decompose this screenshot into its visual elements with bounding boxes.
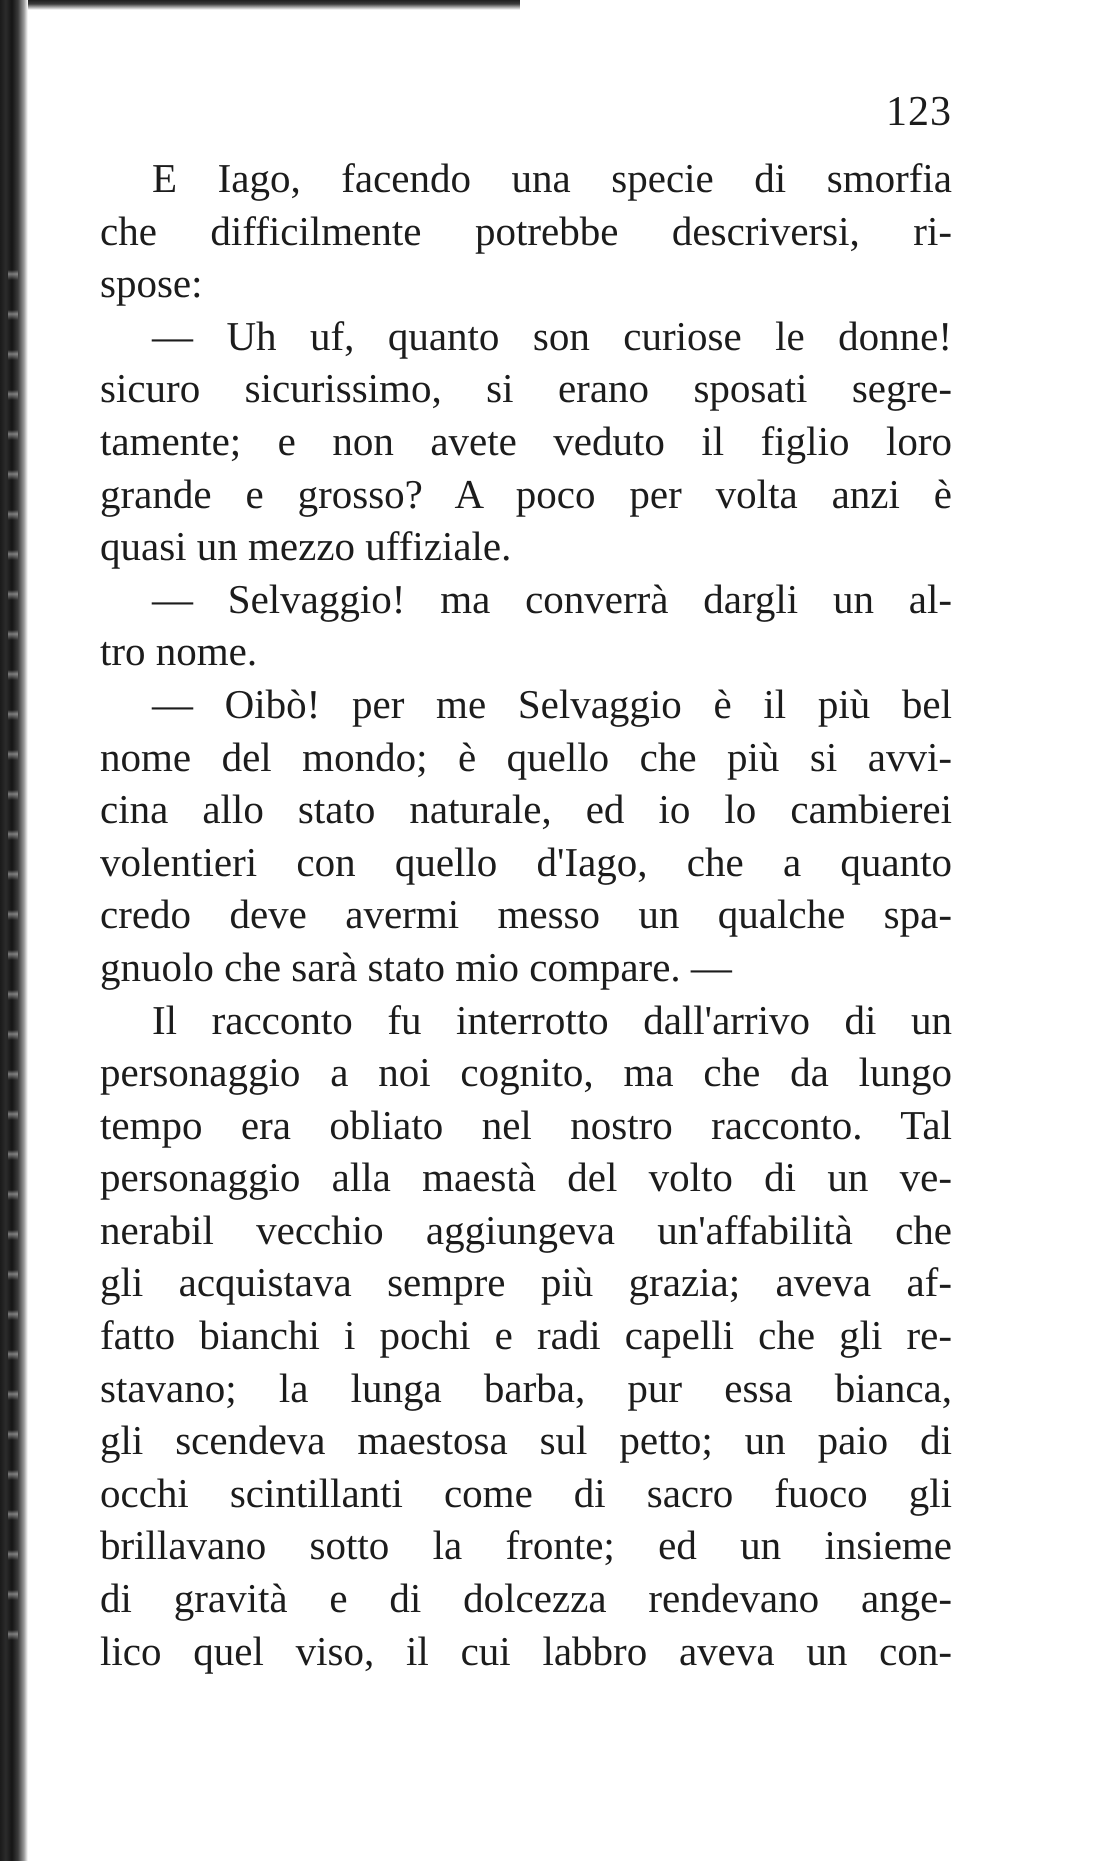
- text-line: nerabil vecchio aggiungeva un'affabilità che: [100, 1206, 952, 1253]
- text-line: gnuolo che sarà stato mio compare. —: [100, 943, 732, 990]
- scan-top-edge: [0, 0, 520, 10]
- text-line: credo deve avermi messo un qualche spa-: [100, 891, 952, 938]
- text-line: cina allo stato naturale, ed io lo cambierei: [100, 786, 952, 833]
- text-line: lico quel viso, il cui labbro aveva un con-: [100, 1627, 952, 1674]
- text-line: personaggio a noi cognito, ma che da lungo: [100, 1049, 952, 1096]
- text-line: gli scendeva maestosa sul petto; un paio di: [100, 1417, 952, 1464]
- text-line: gli acquistava sempre più grazia; aveva af-: [100, 1259, 952, 1306]
- text-line: quasi un mezzo uffiziale.: [100, 523, 512, 570]
- text-line: — Uh uf, quanto son curiose le donne!: [152, 312, 952, 359]
- text-line: occhi scintillanti come di sacro fuoco gli: [100, 1469, 952, 1516]
- text-line: tro nome.: [100, 628, 258, 675]
- page-number: 123: [886, 89, 952, 135]
- text-line: E Iago, facendo una specie di smorfia: [152, 155, 952, 201]
- text-line: Il racconto fu interrotto dall'arrivo di un: [152, 996, 952, 1043]
- text-line: grande e grosso? A poco per volta anzi è: [100, 470, 952, 517]
- text-line: che difficilmente potrebbe descriversi, ri-: [100, 207, 952, 254]
- page-body-text: [100, 152, 952, 1677]
- text-line: personaggio alla maestà del volto di un ve-: [100, 1154, 952, 1201]
- text-line: — Selvaggio! ma converrà dargli un al-: [152, 575, 952, 622]
- text-line: nome del mondo; è quello che più si avvi-: [100, 733, 952, 780]
- text-line: di gravità e di dolcezza rendevano ange-: [100, 1575, 952, 1622]
- text-line: volentieri con quello d'Iago, che a quanto: [100, 838, 952, 885]
- book-binding-edge: [0, 0, 28, 1861]
- binding-texture: [8, 240, 18, 1640]
- text-line: fatto bianchi i pochi e radi capelli che gli re-: [100, 1312, 952, 1359]
- text-line: sicuro sicurissimo, si erano sposati segre-: [100, 365, 952, 412]
- text-line: tamente; e non avete veduto il figlio loro: [100, 417, 952, 464]
- text-line: — Oibò! per me Selvaggio è il più bel: [152, 680, 952, 727]
- text-line: brillavano sotto la fronte; ed un insieme: [100, 1522, 952, 1569]
- text-line: stavano; la lunga barba, pur essa bianca,: [100, 1364, 952, 1411]
- text-line: tempo era obliato nel nostro racconto. Tal: [100, 1101, 952, 1148]
- text-line: spose:: [100, 260, 203, 307]
